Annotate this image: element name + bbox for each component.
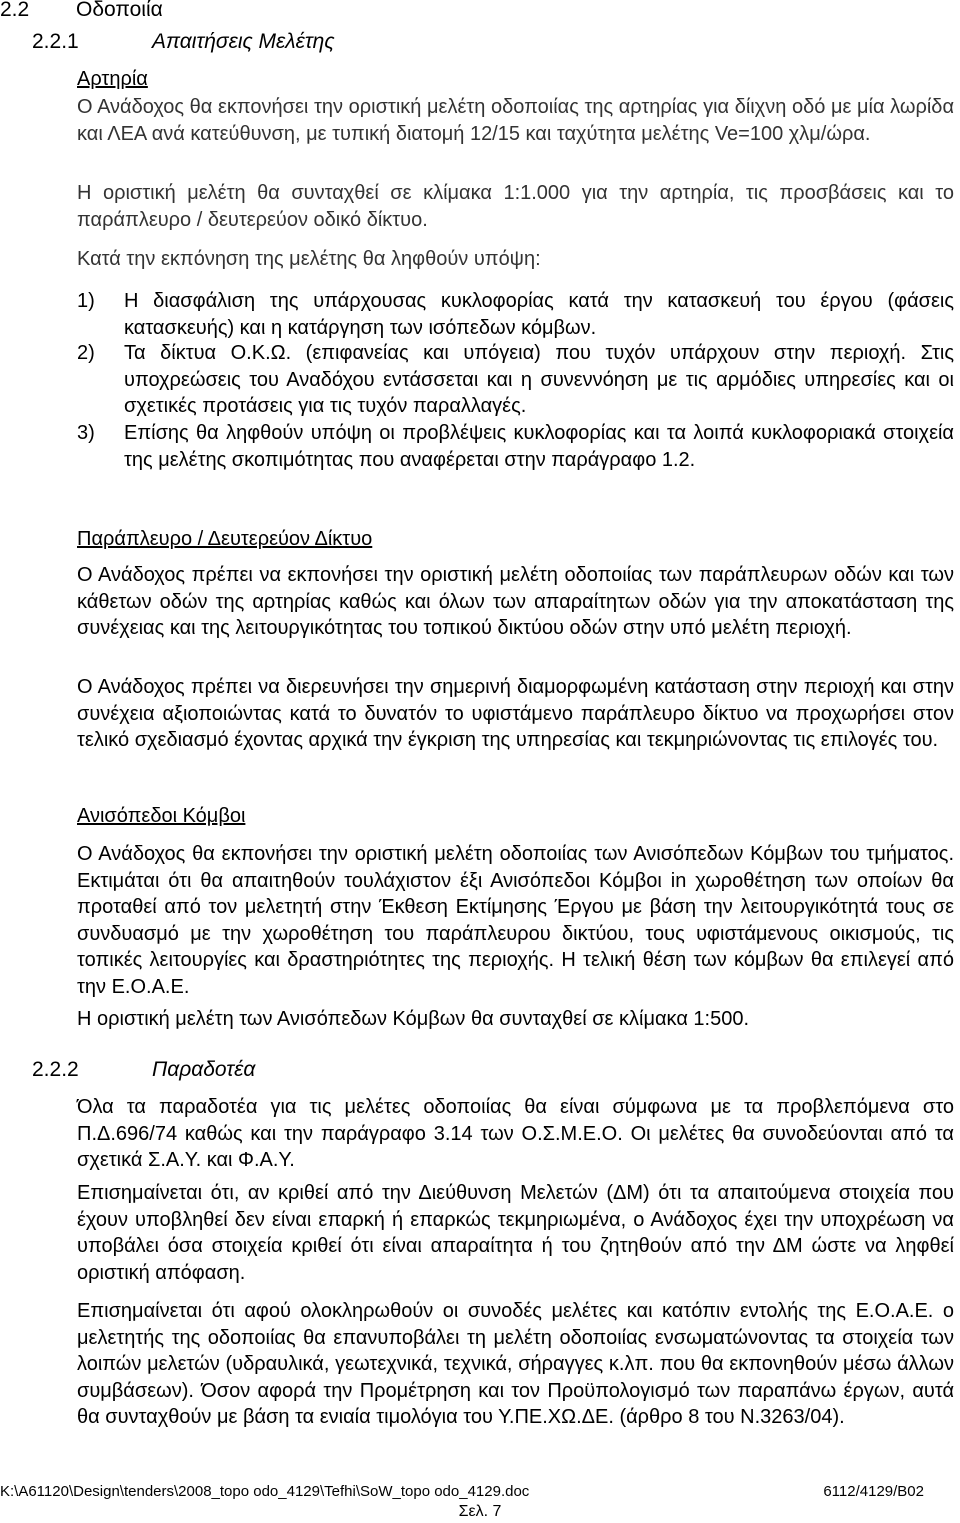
footer-file-path: K:\A61120\Design\tenders\2008_topo odo_4129\Tefhi\SoW_topo odo_4129.doc xyxy=(0,1483,530,1500)
arteria-paragraph-2: Η οριστική μελέτη θα συνταχθεί σε κλίμακα 1:1.000 για την αρτηρία, τις προσβάσεις και το παράπλευρο / δευτερεύον οδικό δίκτυο. xyxy=(77,182,954,231)
section-number: 2.2 xyxy=(0,0,30,21)
list-item-text: Η διασφάλιση της υπάρχουσας κυκλοφορίας κατά την κατασκευή του έργου (φάσεις κατασκευής) και η κατάργηση των ισόπεδων κόμβων. xyxy=(124,290,954,339)
deliverables-paragraph-1: Όλα τα παραδοτέα για τις μελέτες οδοποιίας θα είναι σύμφωνα με τα προβλεπόμενα στο Π.Δ.696/74 καθώς και την παράγραφο 3.14 των Ο.Σ.Μ.Ε.Ο. Οι μελέτες θα συνοδεύονται από τα σχετικά Σ.Α.Υ. και Φ.Α.Υ. xyxy=(77,1096,954,1172)
subsection-heading-deliverables xyxy=(32,1058,255,1082)
deliverables-paragraph-3: Επισημαίνεται ότι αφού ολοκληρωθούν οι συνοδές μελέτες και κατόπιν εντολής της Ε.Ο.Α.Ε. ο μελετητής της οδοποιίας θα επανυποβάλει τη μελέτη οδοποιίας ενσωματώνοντας τα στοιχεία των λοιπών μελετών (υδραυλικά, γεωτεχνικά, τεχνικά, σήραγγες κ.λπ. που θα εκπονηθούν μέσω άλλων συμβάσεων). Όσον αφορά την Προμέτρηση και τον Προϋπολογισμό των παραπάνω έργων, αυτά θα συνταχθούν με βάση τα ενιαία τιμολόγια του Υ.ΠΕ.ΧΩ.ΔΕ. (άρθρο 8 του Ν.3263/04). xyxy=(77,1300,954,1429)
list-item xyxy=(77,340,954,420)
section-title: Οδοποιία xyxy=(76,0,163,21)
list-item xyxy=(77,288,954,341)
footer-document-ref: 6112/4129/B02 xyxy=(823,1483,924,1500)
parallel-network-heading: Παράπλευρο / Δευτερεύον Δίκτυο xyxy=(77,528,373,550)
list-item xyxy=(77,420,954,473)
subsection-number: 2.2.1 xyxy=(32,30,79,53)
interchanges-paragraph-1: Ο Ανάδοχος θα εκπονήσει την οριστική μελέτη οδοποιίας των Ανισόπεδων Κόμβων του τμήματος. Εκτιμάται ότι θα απαιτηθούν τουλάχιστον έξι Ανισόπεδοι Κόμβοι in χωροθέτηση των οποίων θα προταθεί από τον μελετητή στην Έκθεση Εκτίμησης Έργου με βάση την λειτουργικότητά τους σε συνδυασμό με την χωροθέτηση του παράπλευρου δικτύου, τους υφιστάμενους οικισμούς, τις τοπικές λειτουργίες και δραστηριότητες της περιοχής. Η τελική θέση των κόμβων θα επιλεγεί από την Ε.Ο.Α.Ε. xyxy=(77,843,954,998)
section-heading xyxy=(0,0,163,22)
list-item-text: Επίσης θα ληφθούν υπόψη οι προβλέψεις κυκλοφορίας και τα λοιπά κυκλοφοριακά στοιχεία της μελέτης σκοπιμότητας που αναφέρεται στην παράγραφο 1.2. xyxy=(124,422,954,471)
subsection-title: Απαιτήσεις Μελέτης xyxy=(152,30,335,53)
list-item-number: 1) xyxy=(77,290,95,312)
subsection-number: 2.2.2 xyxy=(32,1058,79,1081)
parallel-paragraph-2: Ο Ανάδοχος πρέπει να διερευνήσει την σημερινή διαμορφωμένη κατάσταση στην περιοχή και στην συνέχεια αξιοποιώντας κατά το δυνατόν το υφιστάμενο παράπλευρο δίκτυο να προχωρήσει στον τελικό σχεδιασμό έχοντας αρχικά την έγκριση της υπηρεσίας και τεκμηριώνοντας τις επιλογές του. xyxy=(77,676,954,752)
arteria-paragraph-3: Κατά την εκπόνηση της μελέτης θα ληφθούν υπόψη: xyxy=(77,248,541,270)
page-number: Σελ. 7 xyxy=(458,1503,502,1520)
interchanges-heading: Ανισόπεδοι Κόμβοι xyxy=(77,805,246,827)
arteria-paragraph-1: Ο Ανάδοχος θα εκπονήσει την οριστική μελέτη οδοποιίας της αρτηρίας για δίιχνη οδό με μία λωρίδα και ΛΕΑ ανά κατεύθυνση, με τυπική διατομή 12/15 και ταχύτητα μελέτης Ve=100 χλμ/ώρα. xyxy=(77,96,954,145)
interchanges-paragraph-2: Η οριστική μελέτη των Ανισόπεδων Κόμβων θα συνταχθεί σε κλίμακα 1:500. xyxy=(77,1008,750,1030)
subsection-title: Παραδοτέα xyxy=(152,1058,256,1081)
arteria-heading: Αρτηρία xyxy=(77,68,148,90)
parallel-paragraph-1: Ο Ανάδοχος πρέπει να εκπονήσει την οριστική μελέτη οδοποιίας των παράπλευρων οδών και των κάθετων οδών της αρτηρίας καθώς και όλων των απαραίτητων οδών για την αποκατάσταση της συνέχειας και της λειτουργικότητας του τοπικού δικτύου οδών στην υπό μελέτη περιοχή. xyxy=(77,564,954,640)
list-item-number: 2) xyxy=(77,342,95,364)
subsection-heading-requirements xyxy=(32,30,335,54)
deliverables-paragraph-2: Επισημαίνεται ότι, αν κριθεί από την Διεύθυνση Μελετών (ΔΜ) ότι τα απαιτούμενα στοιχεία που έχουν υποβληθεί δεν είναι επαρκή ή επαρκώς τεκμηριωμένα, ο Ανάδοχος έχει την υποχρέωση να υποβάλει όσα στοιχεία κριθεί ότι είναι απαραίτητα ή του ζητηθούν από την ΔΜ ώστε να ληφθεί οριστική απόφαση. xyxy=(77,1182,954,1284)
list-item-number: 3) xyxy=(77,422,95,444)
list-item-text: Τα δίκτυα Ο.Κ.Ω. (επιφανείας και υπόγεια) που τυχόν υπάρχουν στην περιοχή. Στις υποχρεώσεις του Αναδόχου εντάσσεται και η συνεννόηση με τις αρμόδιες υπηρεσίες και οι σχετικές προτάσεις για τις τυχόν παραλλαγές. xyxy=(124,342,954,418)
